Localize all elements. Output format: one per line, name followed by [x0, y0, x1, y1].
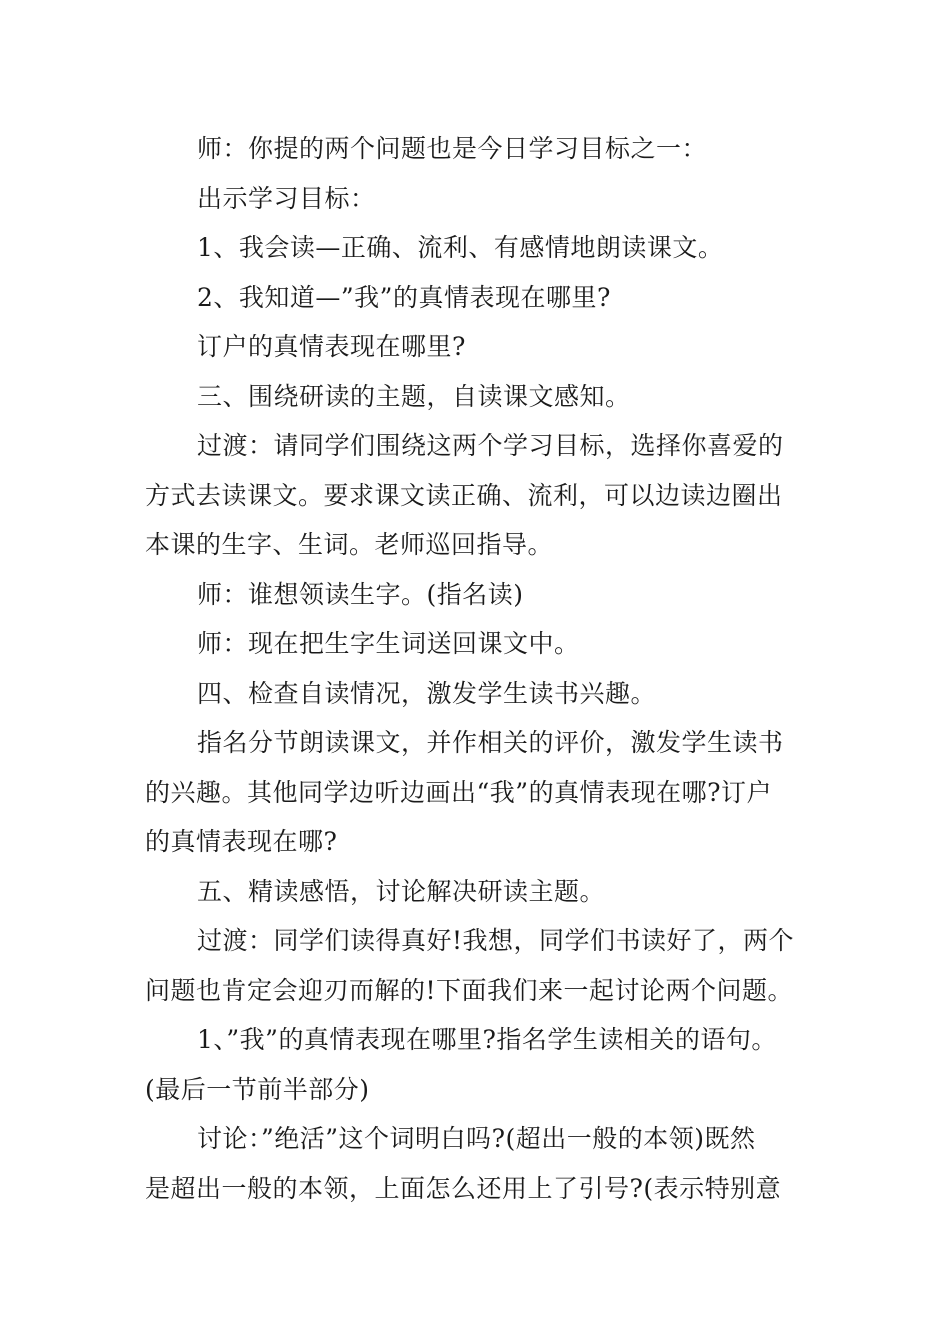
text-line: 过渡：请同学们围绕这两个学习目标，选择你喜爱的	[197, 431, 784, 460]
text-line: 过渡：同学们读得真好!我想，同学们书读好了，两个	[197, 926, 795, 955]
text-line: 指名分节朗读课文，并作相关的评价，激发学生读书	[197, 728, 784, 757]
document-body	[145, 124, 810, 1213]
text-line: 是超出一般的本领，上面怎么还用上了引号?(表示特别意	[145, 1173, 782, 1203]
text-line: 的兴趣。其他同学边听边画出“我”的真情表现在哪?订户	[145, 777, 772, 807]
text-line: 讨论：”绝活”这个词明白吗?(超出一般的本领)既然	[197, 1124, 756, 1153]
text-line: 问题也肯定会迎刃而解的!下面我们来一起讨论两个问题。	[145, 975, 794, 1005]
text-line: 1、我会读—正确、流利、有感情地朗读课文。	[197, 233, 724, 262]
text-line: 订户的真情表现在哪里?	[197, 332, 466, 361]
text-line: (最后一节前半部分)	[145, 1074, 370, 1104]
text-line: 出示学习目标：	[197, 183, 376, 213]
text-line: 师：现在把生字生词送回课文中。	[197, 629, 580, 658]
text-line: 师：谁想领读生字。(指名读)	[197, 579, 524, 609]
text-line: 本课的生字、生词。老师巡回指导。	[145, 530, 554, 559]
text-line: 师：你提的两个问题也是今日学习目标之一：	[197, 134, 708, 163]
text-line: 1、”我”的真情表现在哪里?指名学生读相关的语句。	[197, 1025, 777, 1054]
text-line: 四、检查自读情况，激发学生读书兴趣。	[197, 678, 657, 708]
text-line: 的真情表现在哪?	[145, 827, 338, 856]
text-line: 五、精读感悟，讨论解决研读主题。	[197, 876, 606, 906]
text-line: 方式去读课文。要求课文读正确、流利，可以边读边圈出	[145, 480, 783, 510]
text-line: 三、围绕研读的主题，自读课文感知。	[197, 381, 631, 411]
text-line: 2、我知道—”我”的真情表现在哪里?	[197, 282, 611, 312]
